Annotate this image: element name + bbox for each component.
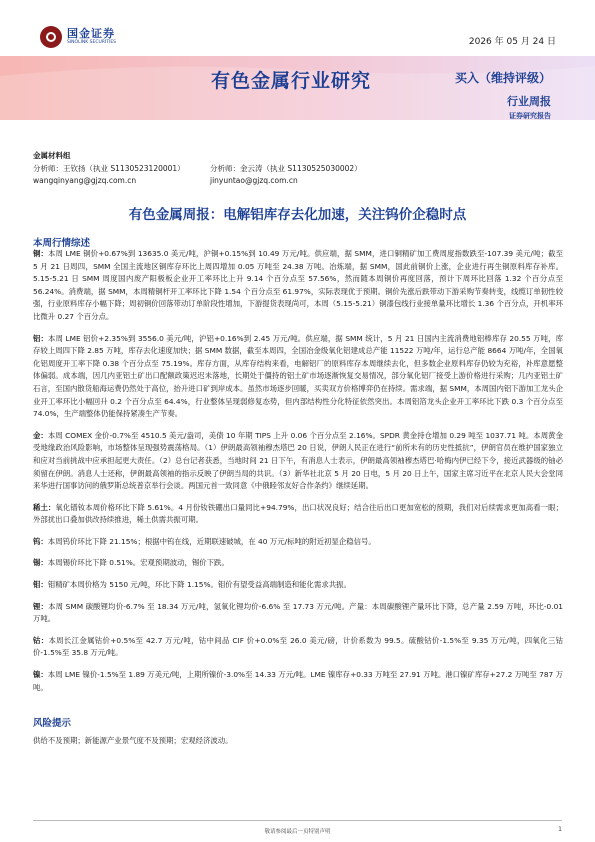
report-type: 行业周报 [507,95,551,108]
paragraph-label: 铝： [33,333,49,343]
paragraph-cobalt [33,635,563,660]
paragraph-lithium [33,601,563,626]
paragraph-text: 氧化镨钕本周价格环比下降 5.61%。4 月份钕铁硼出口量同比+94.79%，出口状况良好；结合往后出口更加宽松的预期，我们对后续需求更加高看一眼；外部扰出口叠加供改持续推进，稀土供需共振可期。 [33,502,563,525]
report-date: 2026 年 05 月 24 日 [468,37,556,47]
paragraph-text: 本周钨价环比下降 21.15%；根据中钨在线，近期联速破城，在 40 万元/标吨的附近初显企稳信号。 [47,536,376,546]
analyst-1-name: 分析师：王钦扬（执业 S1130523120001） [33,164,185,173]
paragraph-text: 本周 LME 镍价-1.5%至 1.89 万美元/吨，上期所镍价-3.0%至 14.33 万元/吨。LME 镍库存+0.33 万吨至 27.91 万吨。港口镍矿库存+27.2 万吨至 787 万吨。 [33,670,563,692]
analyst-1-email[interactable]: wangqinyang@gjzq.com.cn [33,176,137,185]
report-title: 有色金属周报：电解铝库存去化加速，关注钨价企稳时点 [128,207,467,223]
logo-name: 国金证券 [67,27,115,40]
page-footer [33,820,562,835]
paragraph-label: 钼： [33,580,48,590]
section-heading-risk: 风险提示 [33,718,72,729]
paragraph-label: 钴： [33,635,49,645]
company-logo [40,26,116,48]
paragraph-tin [33,557,563,570]
footer-disclaimer: 敬请参阅最后一页特别声明 [264,829,331,835]
logo-mark-icon [40,26,62,48]
paragraph-nickel [33,669,563,694]
paragraph-molybdenum [33,579,563,592]
paragraph-copper [33,248,563,324]
paragraph-rare-earth [33,502,563,527]
report-subtype: 证券研究报告 [509,112,551,120]
paragraph-text: 本周 LME 铜价+0.67%到 13635.0 美元/吨，沪铜+0.15%到 10.49 万元/吨。供应端，据 SMM，进口铜精矿加工费周度指数跌至-107.39 美元/吨；截至 5 月 21 日周四，SMM 全国主流地区铜库存环比上周四增加 0.05 万吨至 24.38 万吨。冶炼端，据 SMM，国此前铜价上涨，企业进行再生铜原料库存补库。5.15-5.21 日 SMM 周度国内废产阳极板企业开工率环比上升 9.14 个百分点至 57.56%，然而随本周铜价再度回落，预计下周环比回落 1.32 个百分点至 56.24%。消费端，据 SMM，本周精铜杆开工率环比下降 1.54 个百分点至 61.97%，实际表现优于预期。铜价先涨后跌带动下游采购节奏转变，线缆订单韧性较强，行业原料库存小幅下降；周初铜价回落带动订单阶段性增加，下游提货表现尚可，本周（5.15-5.21）铜漆包线行业接单量环比增长 1.36 个百分点，开机率环比微升 0.27 个百分点。 [33,249,563,321]
risk-text: 供给不及预期；新能源产业景气度不及预期；宏观经济波动。 [33,736,233,745]
paragraph-gold [33,430,563,493]
paragraph-text: 本周锡价环比下降 0.51%。宏观预期波动，锡价下跌。 [47,558,229,568]
analyst-2-name: 分析师：金云涛（执业 S1130525030002） [210,164,362,173]
paragraph-label: 钨： [33,536,48,546]
team-name: 金属材料组 [33,151,71,160]
paragraph-text: 钼精矿本周价格为 5150 元/吨，环比下降 1.15%。钼价有望受益高端制造和能化需求共振。 [47,580,351,590]
paragraph-text: 本周长江金属钴价+0.5%至 42.7 万元/吨，钴中间品 CIF 价+0.0%至 26.0 美元/磅，计价系数为 99.5。硫酸钴价-1.5%至 9.35 万元/吨，四氧化三钴价-1.5%至 35.8 万元/吨。 [33,635,563,658]
paragraph-label: 金： [33,430,48,440]
paragraph-label: 锡： [33,558,48,568]
section-heading-market: 本周行情综述 [33,238,91,249]
paragraph-label: 铜： [33,249,49,258]
market-summary [33,248,563,694]
paragraph-label: 镍： [33,670,48,680]
paragraph-label: 稀土： [33,502,56,512]
paragraph-tungsten [33,536,563,549]
paragraph-aluminum [33,333,563,421]
report-header [0,0,595,160]
logo-english: SINOLINK SECURITIES [67,40,117,45]
industry-title: 有色金属行业研究 [211,70,372,92]
rating-label: 买入（维持评级） [454,71,551,85]
paragraph-text: 本周 LME 铝价+2.35%到 3556.0 美元/吨，沪铝+0.16%到 2.45 万元/吨。供应端，据 SMM 统计，5 月 21 日国内主流消费地铝棒库存 20.55 万吨，库存较上周四下降 2.85 万吨，库存去化速度加快；据 SMM 数据，截至本周四，全国冶金级氧化铝建成总产能 11522 万吨/年，运行总产能 8664 万吨/年，全国氧化铝周度开工率下降 0.38 个百分点至 75.19%。库存方面，从库存结构来看，电解铝厂的原料库存本周继续去化，但多数企业原料库存仍较为充裕，补库意愿整体偏弱。成本端，因几内亚铝土矿出口配额政策迟迟未落地，长期处于僵持的铝土矿市场逐渐恢复交易情况，部分氧化铝厂接受上游价格进行采购；几内亚铝土矿石言，至国内散货船海运费仍然处于高位，抬升进口矿到岸成本。虽然市场逐步回暖，买卖双方价格博弈仍在持续。需求端，据 SMM，本周国内铝下游加工龙头企业开工率环比小幅回升 0.2 个百分点至 64.4%，行业整体呈现弱修复态势，但内部结构性分化特征依然突出。本周铝箔龙头企业开工率环比下跌 0.3 个百分点至 74.0%，生产端整体仍能保持紧凑生产节奏。 [33,333,563,419]
analyst-2-email[interactable]: jinyuntao@gjzq.com.cn [210,176,298,185]
paragraph-text: 本周 COMEX 金价-0.7%至 4510.5 美元/盎司，美债 10 年期 TIPS 上升 0.06 个百分点至 2.16%。SPDR 黄金持仓增加 0.29 吨至 1037.71 吨。本周黄金受地缘政治风险影响，市场整体呈现强势震荡格局。（1）伊朗最高领袖穆杰塔巴 20 日说，伊朗人民正在进行“前所未有的历史性抵抗”，伊朗官员在维护国家独立和应对当前挑战中应承担起更大责任。（2）总台记者获悉，当地时间 21 日下午，有消息人士表示，伊朗最高领袖穆杰塔巴·哈梅内伊已经下令，接近武器级的铀必须留在伊朗。消息人士还称，伊朗最高领袖的指示反映了伊朗当局的共识。（3）新华社北京 5 月 20 日电，5 月 20 日上午，国家主席习近平在北京人民大会堂同来华进行国事访问的俄罗斯总统普京举行会谈。两国元首一致同意《中俄睦邻友好合作条约》继续延期。 [33,430,563,491]
paragraph-label: 锂： [33,601,49,611]
page-number: 1 [558,826,562,833]
paragraph-text: 本周 SMM 碳酸锂均价-6.7% 至 18.34 万元/吨，氢氧化锂均价-6.6% 至 17.73 万元/吨。产量：本周碳酸锂产量环比下降，总产量 2.59 万吨，环比-0.01 万吨。 [33,601,563,624]
